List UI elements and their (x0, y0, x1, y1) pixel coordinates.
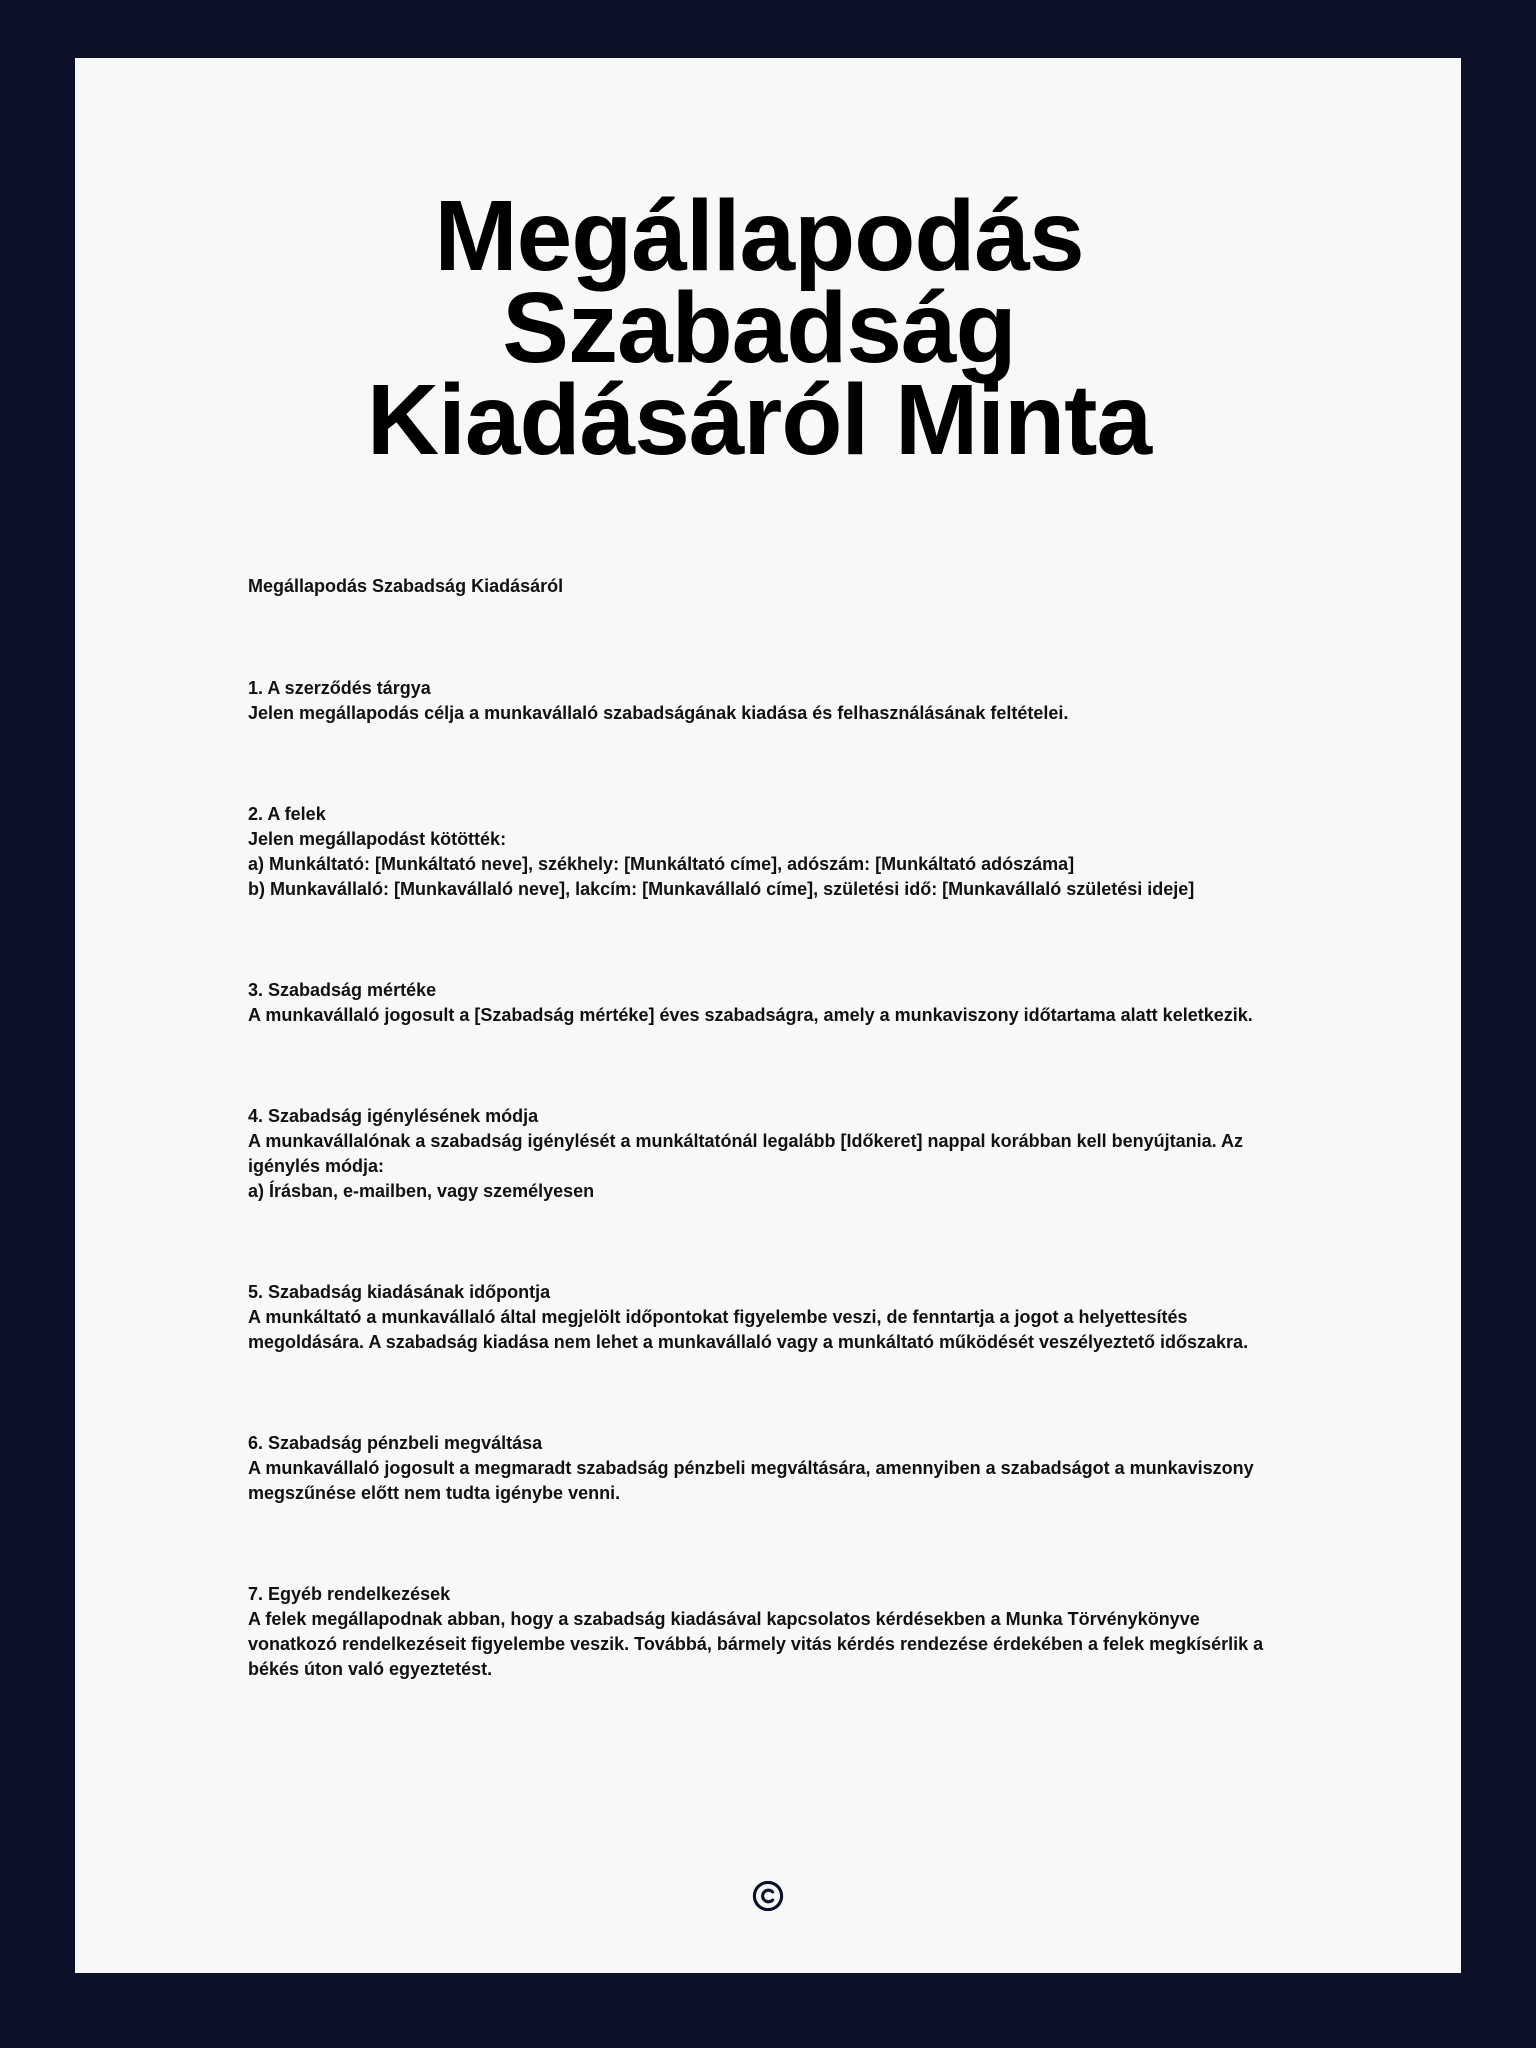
document-section (248, 802, 1270, 902)
copyright-icon (751, 1879, 785, 1913)
section-heading: 7. Egyéb rendelkezések (248, 1584, 451, 1604)
section-paragraph: A munkavállaló jogosult a [Szabadság mértéke] éves szabadságra, amely a munkaviszony időtartama alatt keletkezik. (248, 1005, 1253, 1025)
document-content-column (248, 58, 1270, 1973)
section-heading: 6. Szabadság pénzbeli megváltása (248, 1433, 543, 1453)
section-heading: 5. Szabadság kiadásának időpontja (248, 1282, 551, 1302)
section-heading: 3. Szabadság mértéke (248, 980, 437, 1000)
document-section (248, 676, 1270, 726)
section-paragraph: A munkavállaló jogosult a megmaradt szabadság pénzbeli megváltására, amennyiben a szabadságot a munkaviszony megszűnése előtt nem tudta igénybe venni. (248, 1458, 1254, 1503)
section-paragraph: A felek megállapodnak abban, hogy a szabadság kiadásával kapcsolatos kérdésekben a Munka Törvénykönyve vonatkozó rendelkezéseit figyelembe veszik. Továbbá, bármely vitás kérdés rendezése érdekében a felek megkísérlik a békés úton való egyeztetést. (248, 1609, 1264, 1679)
document-page (75, 58, 1461, 1973)
section-heading: 1. A szerződés tárgya (248, 678, 431, 698)
section-paragraph: Jelen megállapodás célja a munkavállaló szabadságának kiadása és felhasználásának feltételei. (248, 703, 1069, 723)
document-section (248, 1280, 1270, 1355)
document-section (248, 1104, 1270, 1204)
document-section (248, 978, 1270, 1028)
section-paragraph: A munkavállalónak a szabadság igénylését a munkáltatónál legalább [Időkeret] nappal korábban kell benyújtania. Az igénylés módja: (248, 1131, 1243, 1176)
section-paragraph: Jelen megállapodást kötötték: (248, 829, 507, 849)
page-title: Megállapodás Szabadság Kiadásáról Minta (366, 180, 1152, 476)
footer-mark (75, 1879, 1461, 1913)
section-paragraph: b) Munkavállaló: [Munkavállaló neve], lakcím: [Munkavállaló címe], születési idő: [Munkavállaló születési ideje] (248, 879, 1195, 899)
section-paragraph: a) Írásban, e-mailben, vagy személyesen (248, 1181, 595, 1201)
document-section (248, 1582, 1270, 1682)
section-paragraph: A munkáltató a munkavállaló által megjelölt időpontokat figyelembe veszi, de fenntartja a jogot a helyettesítés megoldására. A szabadság kiadása nem lehet a munkavállaló vagy a munkáltató működését veszélyeztető időszakra. (248, 1307, 1249, 1352)
document-subtitle: Megállapodás Szabadság Kiadásáról (248, 576, 564, 596)
section-heading: 2. A felek (248, 804, 326, 824)
section-paragraph: a) Munkáltató: [Munkáltató neve], székhely: [Munkáltató címe], adószám: [Munkáltató adószáma] (248, 854, 1075, 874)
section-heading: 4. Szabadság igénylésének módja (248, 1106, 539, 1126)
document-sections (248, 676, 1270, 1682)
document-section (248, 1431, 1270, 1506)
